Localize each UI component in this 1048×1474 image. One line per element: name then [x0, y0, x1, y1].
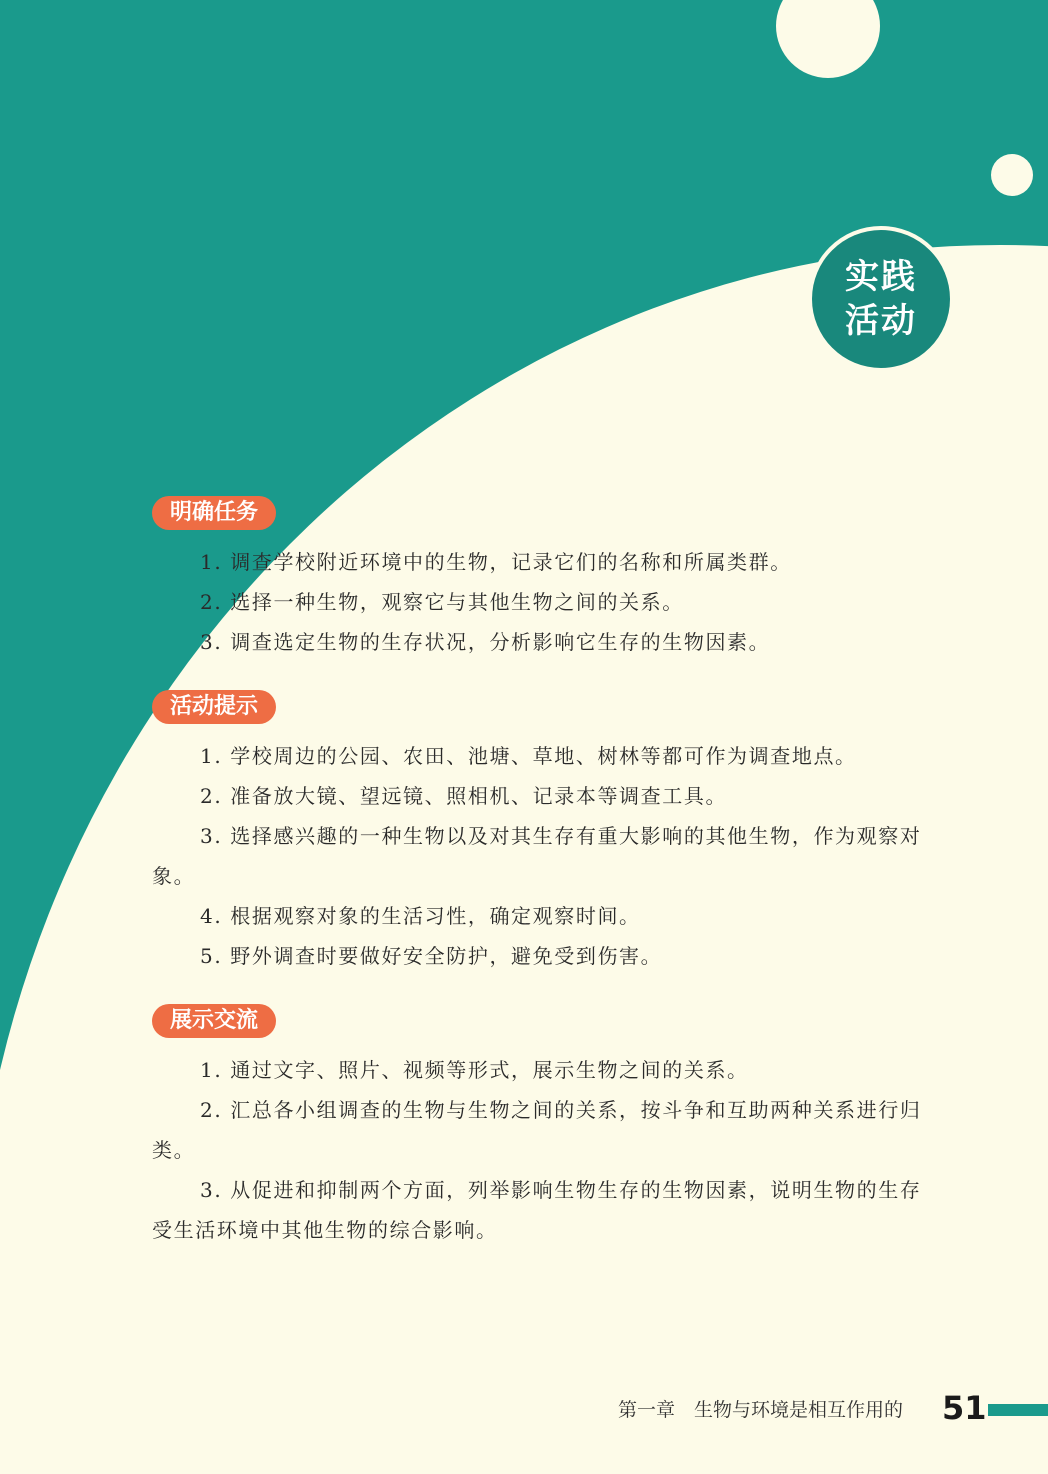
- tip-item-1: 1. 学校周边的公园、农田、池塘、草地、树林等都可作为调查地点。: [200, 744, 857, 768]
- exchange-item-2: 2. 汇总各小组调查的生物与生物之间的关系，按斗争和互助两种关系进行归类。: [152, 1098, 922, 1162]
- tip-item-3: 3. 选择感兴趣的一种生物以及对其生存有重大影响的其他生物，作为观察对象。: [152, 824, 922, 888]
- badge-line-2: 活动: [845, 301, 917, 341]
- exchange-item-1: 1. 通过文字、照片、视频等形式，展示生物之间的关系。: [200, 1058, 749, 1082]
- task-item-3: 3. 调查选定生物的生存状况，分析影响它生存的生物因素。: [200, 630, 771, 654]
- task-item-2: 2. 选择一种生物，观察它与其他生物之间的关系。: [200, 590, 684, 614]
- footer-accent-bar: [988, 1404, 1048, 1416]
- tip-item-5: 5. 野外调查时要做好安全防护，避免受到伤害。: [200, 944, 663, 968]
- decor-circle-small: [991, 154, 1033, 196]
- practice-activity-badge: [812, 230, 950, 368]
- page-number: 51: [942, 1389, 987, 1427]
- section-heading-tasks: 明确任务: [152, 496, 276, 530]
- chapter-footer: 第一章 生物与环境是相互作用的: [618, 1399, 904, 1421]
- badge-line-1: 实践: [845, 257, 917, 297]
- tip-item-4: 4. 根据观察对象的生活习性，确定观察时间。: [200, 904, 641, 928]
- section-heading-exchange: 展示交流: [152, 1004, 276, 1038]
- tip-item-2: 2. 准备放大镜、望远镜、照相机、记录本等调查工具。: [200, 784, 728, 808]
- exchange-item-3: 3. 从促进和抑制两个方面，列举影响生物生存的生物因素，说明生物的生存受生活环境中其他生物的综合影响。: [152, 1178, 922, 1242]
- task-item-1: 1. 调查学校附近环境中的生物，记录它们的名称和所属类群。: [200, 550, 792, 574]
- section-heading-tips: 活动提示: [152, 690, 276, 724]
